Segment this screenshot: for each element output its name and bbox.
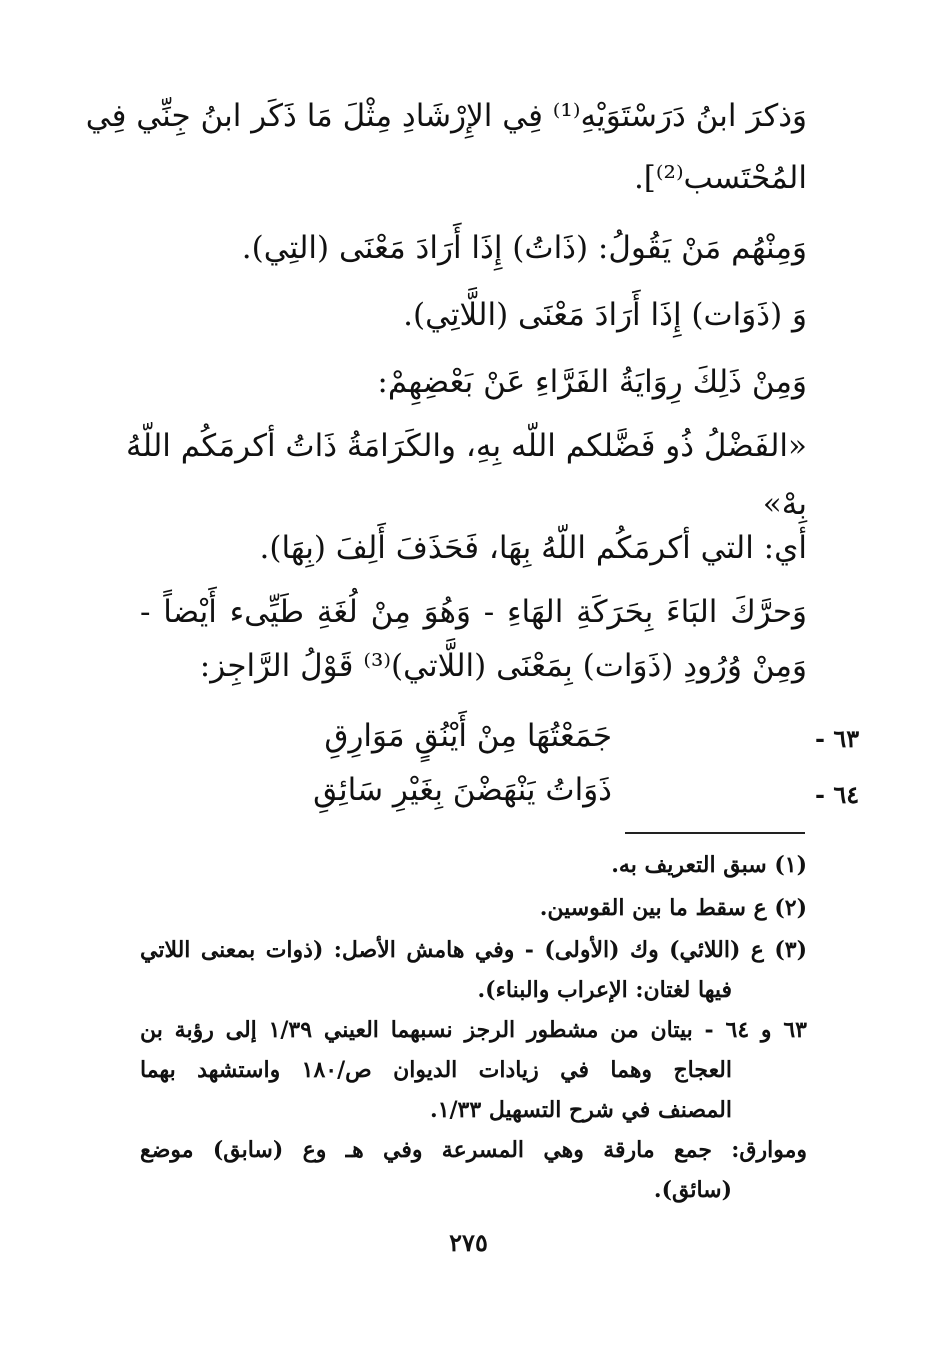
footnote-2: (٢) ع سقط ما بين القوسين. — [539, 895, 807, 921]
body-line-5: وَمِنْ ذَلِكَ رِوَايَةُ الفَرَّاءِ عَنْ بَعْضِهِمْ: — [377, 364, 807, 400]
verse-63-number: ٦٣ - — [815, 724, 860, 753]
body-line-10: وَمِنْ وُرُودِ (ذَوَات) بِمَعْنَى (اللَّاتي)⁽³⁾ قَوْلُ الرَّاجِز: — [199, 648, 807, 684]
footnote-verses-2: العجاج وهما في زيادات الديوان ص/١٨٠ واستشهد بهما — [140, 1057, 732, 1083]
body-line-7: بِهْ» — [762, 486, 807, 522]
page-number: ٢٧٥ — [449, 1228, 488, 1257]
body-line-8: أي: التي أكرمَكُم اللّهُ بِهَا، فَحَذَفَ أَلِفَ (بِهَا). — [259, 530, 807, 566]
body-line-3: وَمِنْهُم مَنْ يَقُولُ: (ذَاتُ) إِذَا أَرَادَ مَعْنَى (التِي). — [241, 230, 807, 266]
footnote-separator — [625, 832, 805, 834]
verse-64-number: ٦٤ - — [815, 780, 860, 809]
body-line-6: «الفَضْلُ ذُو فَضَّلكم اللّه بِهِ، والكَرَامَةُ ذَاتُ أكرمَكُم اللّهُ — [125, 428, 807, 464]
footnote-3: (٣) ع (اللائي) وك (الأولى) - وفي هامش الأصل: (ذوات بمعنى اللاتي — [140, 937, 807, 963]
footnote-verses-1: ٦٣ و ٦٤ - بيتان من مشطور الرجز نسبهما العيني ١/٣٩ إلى رؤبة بن — [140, 1017, 807, 1043]
verse-63: جَمَعْتُهَا مِنْ أَيْنُقٍ مَوَارِقِ — [324, 718, 612, 754]
body-line-4: وَ (ذَوَات) إِذَا أَرَادَ مَعْنَى (اللَّاتِي). — [403, 297, 807, 333]
footnote-3-cont: فيها لغتان: الإعراب والبناء). — [477, 977, 732, 1003]
footnote-verses-3: المصنف في شرح التسهيل ١/٣٣. — [430, 1097, 732, 1123]
footnote-mawariq-1: وموارق: جمع مارقة وهي المسرعة وفي هـ وع (سابق) موضع — [140, 1137, 807, 1163]
body-line-9: وَحرَّكَ البَاءَ بِحَرَكَةِ الهَاءِ - وَهُوَ مِنْ لُغَةِ طَيِّىء أَيْضاً - — [140, 594, 807, 630]
body-line-2: المُحْتَسب⁽²⁾]. — [633, 160, 807, 196]
verse-64: ذَوَاتُ يَنْهَضْنَ بِغَيْرِ سَائِقِ — [313, 772, 612, 808]
footnote-1: (١) سبق التعريف به. — [611, 852, 807, 878]
body-line-1: وَذكرَ ابنُ دَرَسْتَوَيْهِ⁽¹⁾ فِي الإِرْشَادِ مِثْلَ مَا ذَكَر ابنُ جِنِّي فِي — [85, 98, 807, 134]
footnote-mawariq-2: (سائق). — [653, 1177, 732, 1203]
